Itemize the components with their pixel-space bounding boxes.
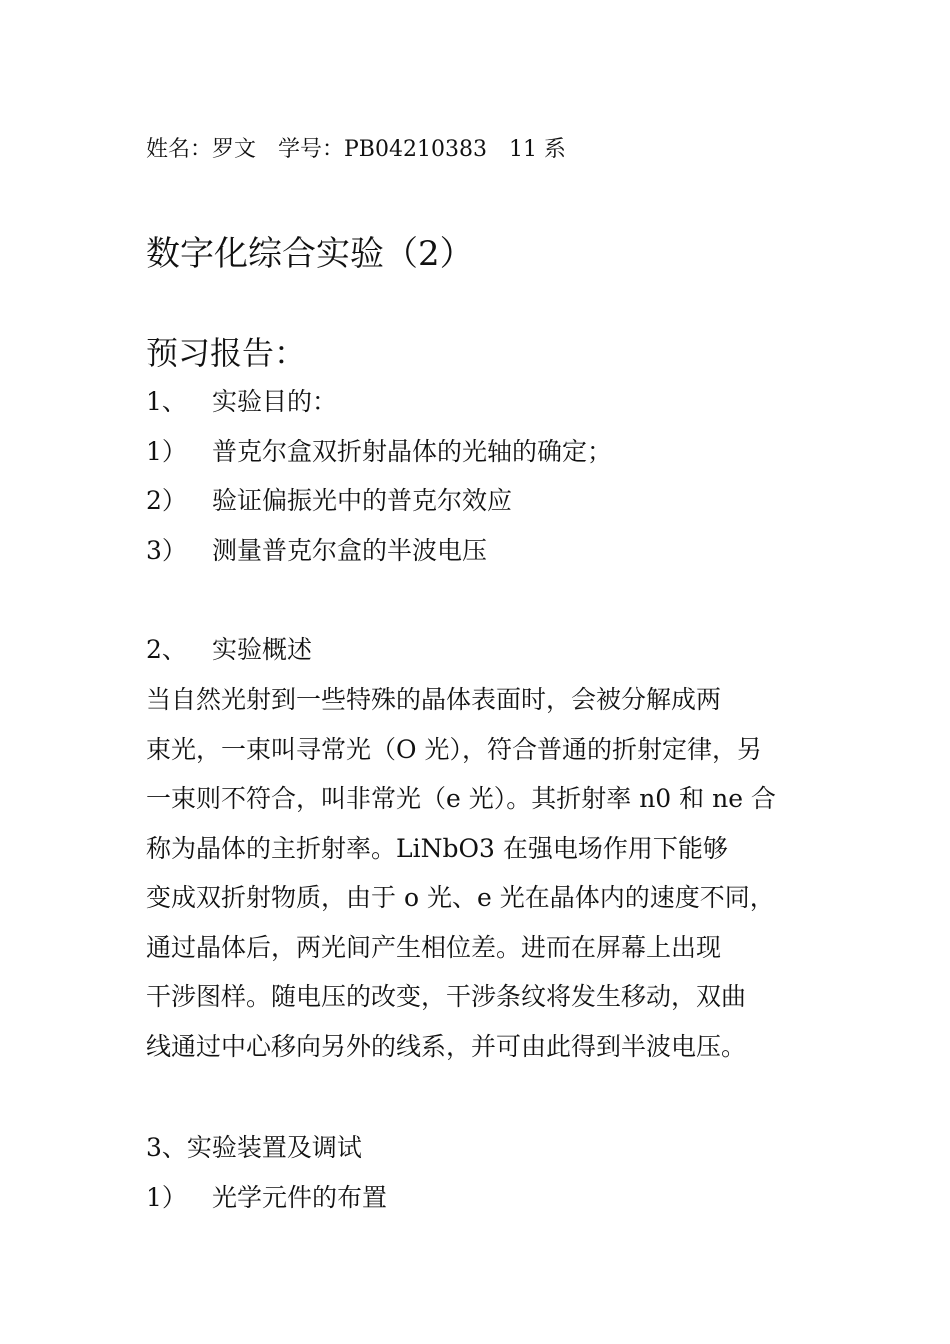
paragraph-line: 通过晶体后，两光间产生相位差。进而在屏幕上出现 xyxy=(146,932,722,962)
paragraph-line: 一束则不符合，叫非常光（e 光）。其折射率 n0 和 ne 合 xyxy=(146,784,776,813)
student-info-header: 姓名：罗文 学号：PB04210383 11 系 xyxy=(146,137,566,162)
setup-item xyxy=(146,1178,387,1214)
setup-number: 1） xyxy=(146,1183,187,1212)
section-subtitle: 预习报告： xyxy=(146,334,307,372)
objective-item xyxy=(146,481,512,517)
setup-text: 光学元件的布置 xyxy=(212,1183,388,1212)
objective-number: 1） xyxy=(146,437,187,466)
paragraph-line: 称为晶体的主折射率。LiNbO3 在强电场作用下能够 xyxy=(146,833,728,863)
paragraph-line: 干涉图样。随电压的改变，干涉条纹将发生移动，双曲 xyxy=(146,982,747,1011)
section2-label: 实验概述 xyxy=(212,635,313,664)
paragraph-line: 线通过中心移向另外的线系，并可由此得到半波电压。 xyxy=(146,1031,747,1061)
objective-number: 2） xyxy=(146,486,187,515)
section3-heading: 3、实验装置及调试 xyxy=(146,1133,362,1162)
objective-text: 普克尔盒双折射晶体的光轴的确定； xyxy=(212,437,613,466)
section1-heading xyxy=(146,382,337,418)
overview-paragraph xyxy=(146,675,836,1071)
document-title: 数字化综合实验（2） xyxy=(146,234,474,274)
section2-number: 2、 xyxy=(146,635,187,664)
section1-label: 实验目的： xyxy=(212,387,338,416)
objective-item xyxy=(146,531,487,567)
section2-heading xyxy=(146,630,312,666)
objective-number: 3） xyxy=(146,536,187,565)
objective-text: 测量普克尔盒的半波电压 xyxy=(212,536,488,565)
paragraph-line: 变成双折射物质，由于 o 光、e 光在晶体内的速度不同， xyxy=(146,883,775,912)
paragraph-line: 当自然光射到一些特殊的晶体表面时，会被分解成两 xyxy=(146,685,722,714)
paragraph-line: 束光，一束叫寻常光（O 光），符合普通的折射定律，另 xyxy=(146,734,762,764)
objective-item xyxy=(146,432,612,468)
objective-text: 验证偏振光中的普克尔效应 xyxy=(212,486,513,515)
section1-number: 1、 xyxy=(146,387,187,416)
